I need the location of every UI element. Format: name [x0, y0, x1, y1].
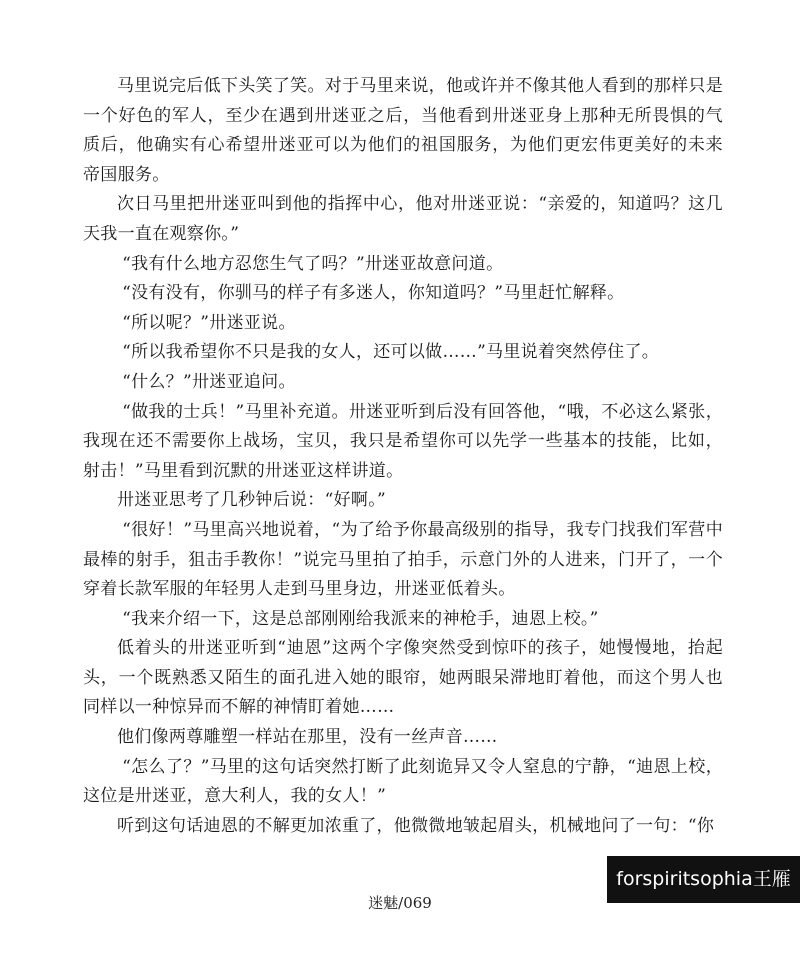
paragraph: 他们像两尊雕塑一样站在那里，没有一丝声音…… [117, 727, 498, 748]
paragraph: 次日马里把卅迷亚叫到他的指挥中心，他对卅迷亚说：“亲爱的，知道吗？这几天我一直在观察你。” [83, 194, 723, 244]
paragraph: “做我的士兵！”马里补充道。卅迷亚听到后没有回答他，“哦，不必这么紧张，我现在还不需要你上战场，宝贝，我只是希望你可以先学一些基本的技能，比如，射击！”马里看到沉默的卅迷亚这样讲道。 [83, 401, 723, 481]
paragraph: “我有什么地方忍您生气了吗？”卅迷亚故意问道。 [122, 253, 504, 274]
paragraph: 低着头的卅迷亚听到“迪恩”这两个字像突然受到惊吓的孩子，她慢慢地，抬起头，一个既熟悉又陌生的面孔进入她的眼帘，她两眼呆滞地盯着他，而这个男人也同样以一种惊异而不解的神情盯着她…… [83, 638, 723, 718]
paragraph: 卅迷亚思考了几秒钟后说：“好啊。” [117, 490, 386, 511]
paragraph: “所以呢？”卅迷亚说。 [122, 312, 296, 333]
paragraph: “很好！”马里高兴地说着，“为了给予你最高级别的指导，我专门找我们军营中最棒的射手，狙击手教你！”说完马里拍了拍手，示意门外的人进来，门开了，一个穿着长款军服的年轻男人走到马里身边，卅迷亚低着头。 [83, 519, 723, 600]
paragraph: “没有没有，你驯马的样子有多迷人，你知道吗？”马里赶忙解释。 [122, 283, 625, 304]
page-footer: 迷魅/069 [368, 894, 432, 912]
paragraph: “我来介绍一下，这是总部刚刚给我派来的神枪手，迪恩上校。” [122, 608, 599, 629]
watermark-label: forspiritsophia王雁 [607, 856, 800, 903]
paragraph: “怎么了？”马里的这句话突然打断了此刻诡异又令人窒息的宁静，“迪恩上校，这位是卅迷亚，意大利人，我的女人！” [83, 756, 723, 807]
paragraph: “什么？”卅迷亚追问。 [122, 371, 296, 392]
page-body [83, 72, 723, 841]
paragraph: 听到这句话迪恩的不解更加浓重了，他微微地皱起眉头，机械地问了一句：“你 [117, 815, 715, 836]
paragraph: 马里说完后低下头笑了笑。对于马里来说，他或许并不像其他人看到的那样只是一个好色的军人，至少在遇到卅迷亚之后，当他看到卅迷亚身上那种无所畏惧的气质后，他确实有心希望卅迷亚可以为他们的祖国服务，为他们更宏伟更美好的未来帝国服务。 [83, 76, 723, 185]
paragraph: “所以我希望你不只是我的女人，还可以做……”马里说着突然停住了。 [122, 342, 660, 363]
